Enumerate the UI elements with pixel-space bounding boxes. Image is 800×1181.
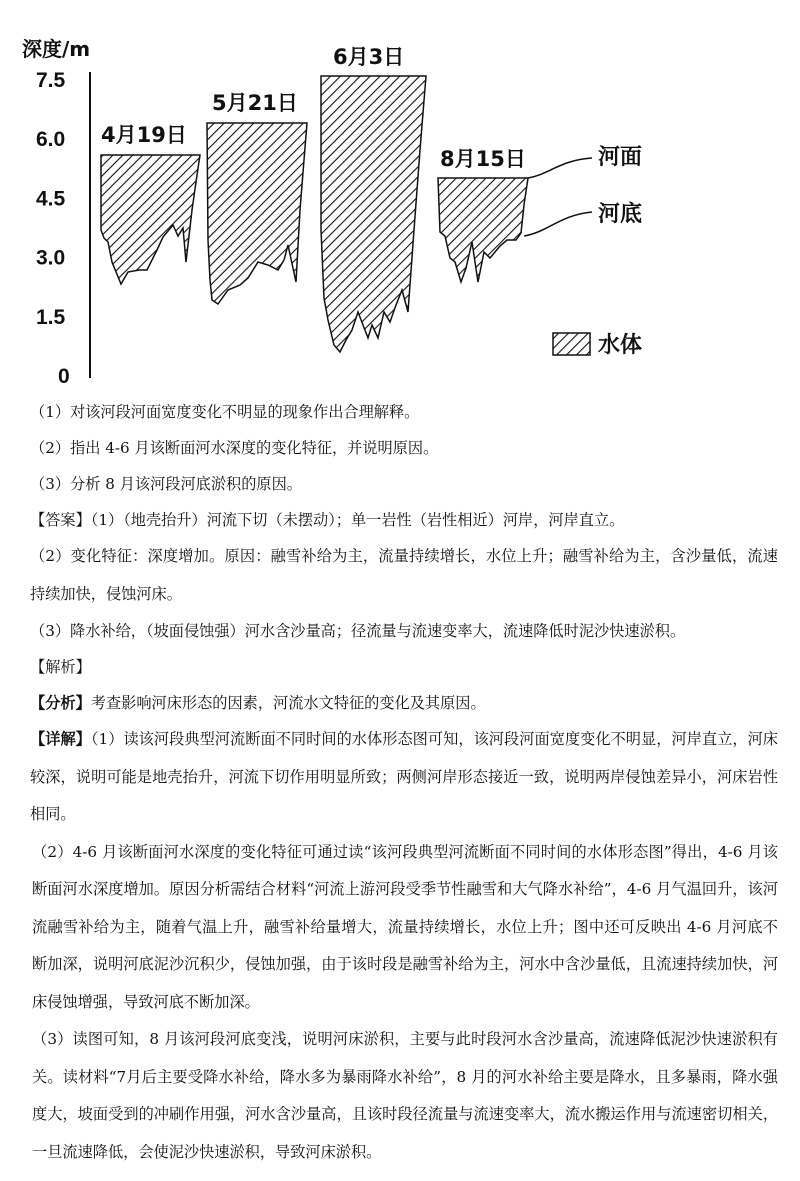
fenxi-text: 考查影响河床形态的因素，河流水文特征的变化及其原因。: [90, 694, 486, 712]
legend-label: 水体: [598, 333, 643, 358]
y-axis-label: 深度/m: [22, 37, 91, 61]
section-aug15: [438, 178, 528, 282]
analysis-tag: 【解析】: [30, 658, 91, 676]
y-tick-label: 1.5: [36, 305, 66, 329]
question-1: （1）对该河段河面宽度变化不明显的现象作出合理解释。: [30, 403, 420, 421]
section-jun3: [321, 76, 426, 352]
analysis-fenxi: [30, 685, 778, 721]
surface-label: 河面: [598, 145, 643, 170]
section-apr19: [101, 155, 200, 284]
label-apr19: 4月19日: [101, 123, 187, 147]
answer-1-text: （1）（地壳抬升）河流下切（未摆动）；单一岩性（岩性相近）河岸，河岸直立。: [90, 511, 625, 529]
detail-2: （2）4-6 月该断面河水深度的变化特征可通过读“该河段典型河流断面不同时间的水体形态图”得出，4-6 月该断面河水深度增加。原因分析需结合材料“河流上游河段受季节性融雪和大气降水补给”，4-6 月气温回升，该河流融雪补给为主，随着气温上升，融雪补给量增大，流量持续增长，水位上升；图中还可反映出 4-6 月河底不断加深，说明河底泥沙沉积少，侵蚀加强，由于该时段是融雪补给为主，河水中含沙量低，且流速持续加快，河床侵蚀增强，导致河底不断加深。: [32, 842, 778, 1011]
question-and-answer-text: [30, 394, 778, 1171]
bed-label: 河底: [598, 202, 643, 227]
section-may21: [207, 123, 307, 304]
detail-1-text: （1）读该河段典型河流断面不同时间的水体形态图可知，该河段河面宽度变化不明显，河岸直立，河床较深，说明可能是地壳抬升，河流下切作用明显所致；两侧河岸形态接近一致，说明两岸侵蚀差异小，河床岩性相同。: [30, 730, 778, 823]
label-aug15: 8月15日: [440, 147, 526, 171]
bed-leader-line: [524, 212, 592, 236]
fenxi-tag: 【分析】: [30, 694, 91, 712]
river-depth-chart: [0, 0, 800, 395]
legend-swatch: [553, 333, 590, 355]
answer-1: [30, 502, 778, 538]
y-tick-label: 3.0: [36, 246, 66, 270]
y-tick-label: 6.0: [36, 128, 66, 152]
y-tick-label: 0: [58, 365, 70, 388]
detail-1: [30, 721, 778, 834]
answer-3: （3）降水补给，（坡面侵蚀强）河水含沙量高；径流量与流速变率大，流速降低时泥沙快速淤积。: [30, 622, 686, 640]
y-tick-label: 7.5: [36, 69, 66, 92]
answer-2: （2）变化特征：深度增加。原因：融雪补给为主，流量持续增长，水位上升；融雪补给为主，含沙量低，流速持续加快，侵蚀河床。: [30, 547, 778, 603]
xiangjie-tag: 【详解】: [30, 730, 91, 748]
label-jun3: 6月3日: [333, 45, 405, 69]
question-3: （3）分析 8 月该河段河底淤积的原因。: [30, 475, 302, 493]
question-2: （2）指出 4-6 月该断面河水深度的变化特征，并说明原因。: [30, 439, 439, 457]
label-may21: 5月21日: [212, 91, 298, 115]
detail-3: （3）读图可知，8 月该河段河底变浅，说明河床淤积，主要与此时段河水含沙量高，流速降低泥沙快速淤积有关。读材料“7月后主要受降水补给，降水多为暴雨降水补给”，8 月的河水补给主要是降水，且多暴雨，降水强度大，坡面受到的冲刷作用强，河水含沙量高，且该时段径流量与流速变率大，流水搬运作用与流速密切相关，一旦流速降低，会使泥沙快速淤积，导致河床淤积。: [32, 1030, 778, 1161]
y-tick-label: 4.5: [36, 187, 66, 211]
y-tick-labels: [36, 69, 70, 388]
surface-leader-line: [528, 158, 592, 178]
answer-tag: 【答案】: [30, 511, 91, 529]
